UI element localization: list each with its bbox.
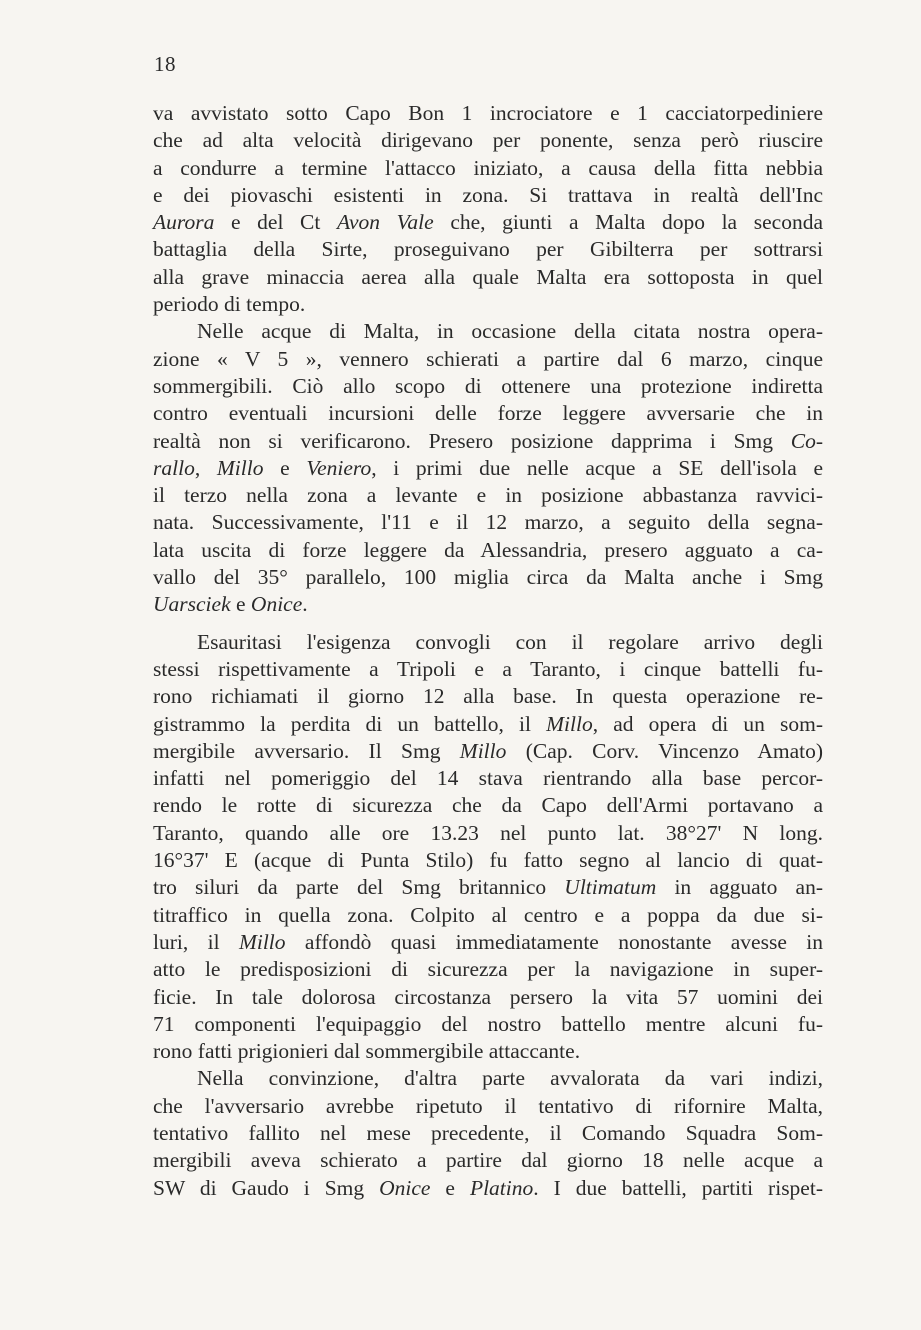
text-line: che l'avversario avrebbe ripetuto il tentativo di rifornire Malta, <box>153 1093 823 1118</box>
text-line: lata uscita di forze leggere da Alessandria, presero agguato a ca- <box>153 537 823 562</box>
text-line: contro eventuali incursioni delle forze leggere avversarie che in <box>153 401 823 426</box>
text-line: mergibili aveva schierato a partire dal giorno 18 nelle acque a <box>153 1148 823 1173</box>
text-line: Nelle acque di Malta, in occasione della citata nostra opera- <box>197 319 823 344</box>
text-line: tro siluri da parte del Smg britannico Ultimatum in agguato an- <box>153 875 823 900</box>
text-line: SW di Gaudo i Smg Onice e Platino. I due battelli, partiti rispet- <box>153 1175 823 1200</box>
text-line: atto le predisposizioni di sicurezza per la navigazione in super- <box>153 957 823 982</box>
text-line: e dei piovaschi esistenti in zona. Si trattava in realtà dell'Inc <box>153 182 823 207</box>
text-line: vallo del 35° parallelo, 100 miglia circa da Malta anche i Smg <box>153 565 823 590</box>
text-line: 71 componenti l'equipaggio del nostro battello mentre alcuni fu- <box>153 1011 823 1036</box>
text-line: alla grave minaccia aerea alla quale Malta era sottoposta in quel <box>153 264 823 289</box>
text-line: battaglia della Sirte, proseguivano per Gibilterra per sottrarsi <box>153 237 823 262</box>
page-number: 18 <box>154 52 176 76</box>
text-line: zione « V 5 », vennero schierati a partire dal 6 marzo, cinque <box>153 346 823 371</box>
text-line: realtà non si verificarono. Presero posizione dapprima i Smg Co- <box>153 428 823 453</box>
text-line: mergibile avversario. Il Smg Millo (Cap. Corv. Vincenzo Amato) <box>153 738 823 763</box>
text-line: rono fatti prigionieri dal sommergibile attaccante. <box>153 1039 581 1064</box>
text-line: ficie. In tale dolorosa circostanza persero la vita 57 uomini dei <box>153 984 823 1009</box>
text-line: a condurre a termine l'attacco iniziato, a causa della fitta nebbia <box>153 155 823 180</box>
text-line: luri, il Millo affondò quasi immediatamente nonostante avesse in <box>153 929 823 954</box>
text-line: Taranto, quando alle ore 13.23 nel punto lat. 38°27' N long. <box>153 820 823 845</box>
text-line: va avvistato sotto Capo Bon 1 incrociatore e 1 cacciatorpediniere <box>153 101 823 125</box>
text-line: rono richiamati il giorno 12 alla base. In questa operazione re- <box>153 684 823 709</box>
text-line: Esauritasi l'esigenza convogli con il regolare arrivo degli <box>197 629 823 654</box>
paragraph-4 <box>153 1065 823 1201</box>
text-line: stessi rispettivamente a Tripoli e a Taranto, i cinque battelli fu- <box>153 656 823 681</box>
paragraph-1 <box>153 100 823 318</box>
text-line: che ad alta velocità dirigevano per ponente, senza però riuscire <box>153 128 823 153</box>
text-line: il terzo nella zona a levante e in posizione abbastanza ravvici- <box>153 483 823 508</box>
text-line: rallo, Millo e Veniero, i primi due nelle acque a SE dell'isola e <box>153 455 823 480</box>
text-line: Aurora e del Ct Avon Vale che, giunti a Malta dopo la seconda <box>153 210 823 235</box>
text-line: Uarsciek e Onice. <box>153 592 308 617</box>
text-line: titraffico in quella zona. Colpito al centro e a poppa da due si- <box>153 902 823 927</box>
text-line: nata. Successivamente, l'11 e il 12 marzo, a seguito della segna- <box>153 510 823 535</box>
text-line: Nella convinzione, d'altra parte avvalorata da vari indizi, <box>197 1066 823 1091</box>
text-line: tentativo fallito nel mese precedente, il Comando Squadra Som- <box>153 1120 823 1145</box>
text-line: gistrammo la perdita di un battello, il Millo, ad opera di un som- <box>153 711 823 736</box>
paragraph-3 <box>153 629 823 1066</box>
text-line: sommergibili. Ciò allo scopo di ottenere una protezione indiretta <box>153 373 823 398</box>
text-line: infatti nel pomeriggio del 14 stava rientrando alla base percor- <box>153 766 823 791</box>
text-line: 16°37' E (acque di Punta Stilo) fu fatto segno al lancio di quat- <box>153 848 823 873</box>
paragraph-2 <box>153 318 823 618</box>
text-line: rendo le rotte di sicurezza che da Capo dell'Armi portavano a <box>153 793 823 818</box>
text-line: periodo di tempo. <box>153 292 306 317</box>
body-text <box>153 100 823 1202</box>
